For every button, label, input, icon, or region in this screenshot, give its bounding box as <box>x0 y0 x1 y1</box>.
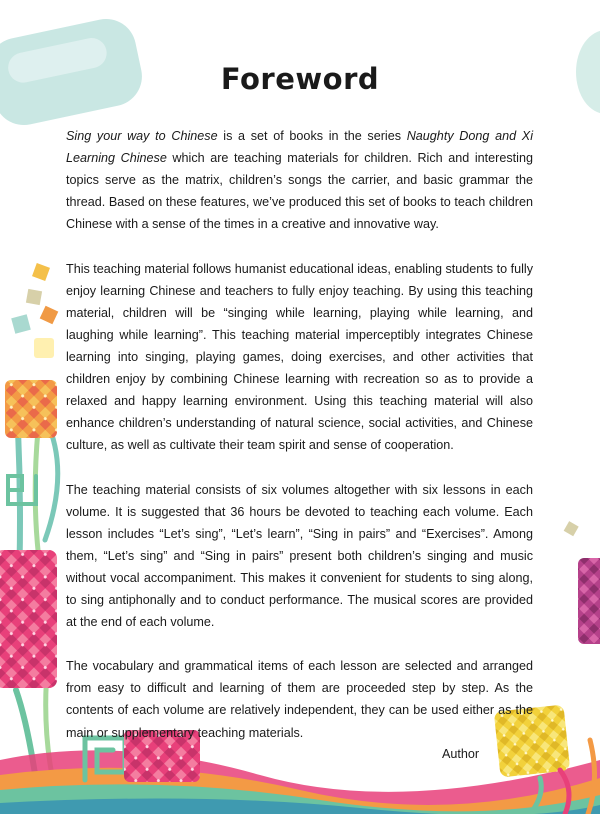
paragraph-1-text-a: is a set of books in the series <box>217 129 407 143</box>
right-small-square <box>564 521 579 536</box>
paragraph-1-text-b: which are teaching materials for children. Rich and interesting topics serve as the matrix, children’s songs the carrier, and basic grammar the thread. Based on these features, we’ve produced this set of books to teach children Chinese with a sense of the times in a creative and innovative way. <box>66 151 533 232</box>
left-small-squares <box>11 263 58 358</box>
paragraph-2: This teaching material follows humanist educational ideas, enabling students to fully enjoy learning Chinese and teachers to fully enjoy teaching. By using this teaching material, children will be “singing while learning, playing while learning, and laughing while learning”. This teaching material imperceptibly integrates Chinese learning into singing, playing games, doing exercises, and other activities that children enjoy by combining Chinese learning with recreation so as to provide a relaxed and happy learning environment. Using this teaching material will also enhance children’s understanding of natural science, social activities, and Chinese culture, as well as cultivate their team spirit and sense of cooperation. <box>66 261 533 453</box>
author-signature: Author <box>442 747 480 761</box>
left-lower-argyle-tile <box>0 550 57 688</box>
page-title: Foreword <box>220 62 380 96</box>
right-argyle-tile <box>578 558 600 644</box>
left-upper-argyle-tile <box>5 380 57 438</box>
paragraph-1 <box>66 125 533 235</box>
book-title: Sing your way to Chinese <box>66 129 218 143</box>
paragraph-3: The teaching material consists of six volumes altogether with six lessons in each volume. It is suggested that 36 hours be devoted to teaching each volume. Each lesson includes “Let’s sing”, “Let’s learn”, “Sing in pairs” and “Exercises”. Among them, “Let’s sing” and “Sing in pairs” present both children’s singing and music without vocal accompaniment. This makes it convenient for students to sing along, to sing antiphonally and to conduct performance. The musical scores are provided at the end of each volume. <box>66 482 533 630</box>
paragraph-4: The vocabulary and grammatical items of each lesson are selected and arranged from easy to difficult and learning of them are proceeded step by step. As the contents of each volume are relatively independent, they can be used either as the main or supplementary teaching materials. <box>66 659 533 740</box>
foreword-body <box>66 125 533 766</box>
series-title: Naughty Dong and Xi Learning Chinese <box>66 129 533 166</box>
